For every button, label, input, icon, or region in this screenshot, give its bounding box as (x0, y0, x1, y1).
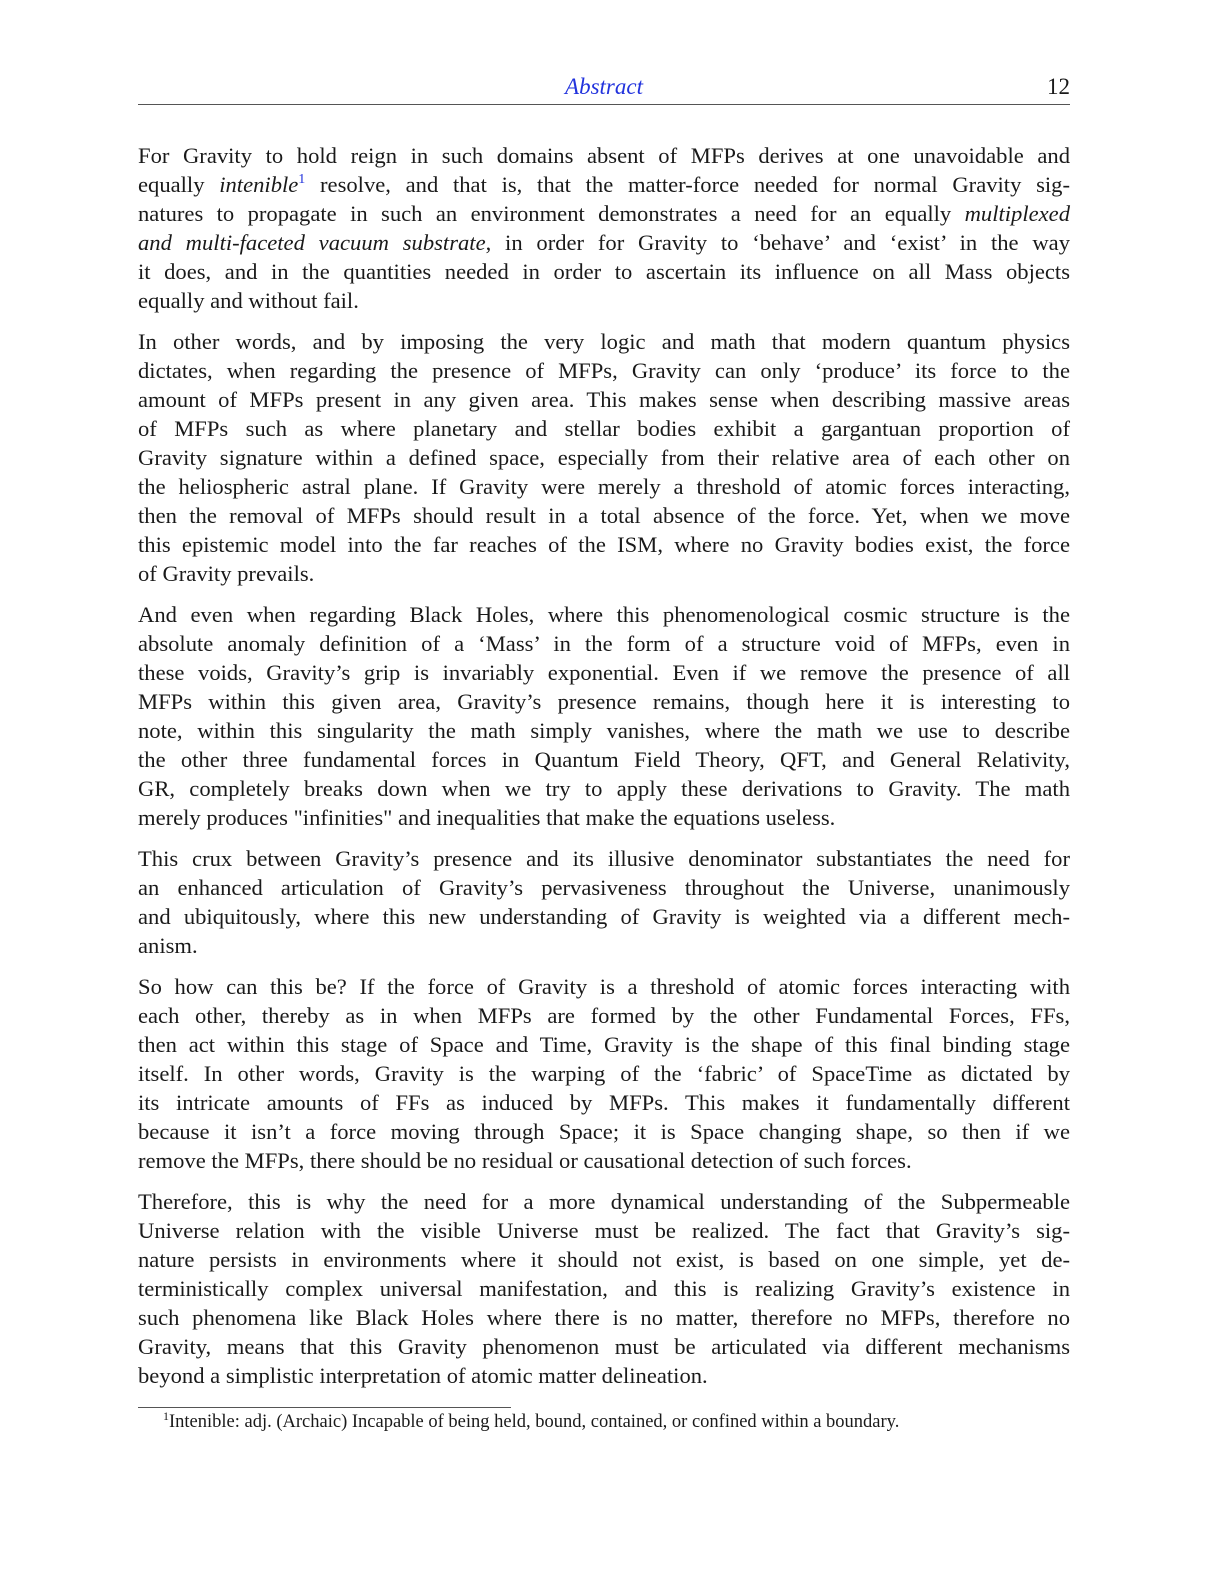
paragraph (138, 327, 1070, 588)
paragraph (138, 141, 1070, 315)
text-line: such phenomena like Black Holes where there is no matter, therefore no MFPs, therefore no (138, 1305, 1070, 1330)
text-line: In other words, and by imposing the very logic and math that modern quantum physics (138, 329, 1070, 354)
text-line: Gravity signature within a defined space, especially from their relative area of each other on (138, 445, 1070, 470)
text-line: of Gravity prevails. (138, 561, 315, 586)
text-line: terministically complex universal manifestation, and this is realizing Gravity’s existence in (138, 1276, 1070, 1301)
text-line: amount of MFPs present in any given area. This makes sense when describing massive areas (138, 387, 1070, 412)
text-line: merely produces "infinities" and inequalities that make the equations useless. (138, 805, 836, 830)
emphasis-text: multiplexed (964, 201, 1070, 226)
text-line: beyond a simplistic interpretation of atomic matter delineation. (138, 1363, 708, 1388)
running-title-link[interactable]: Abstract (565, 74, 643, 99)
footnote-marker: 1 (163, 1409, 169, 1423)
text-line: note, within this singularity the math simply vanishes, where the math we use to describe (138, 718, 1070, 743)
page-header (138, 70, 1070, 105)
text-line: MFPs within this given area, Gravity’s presence remains, though here it is interesting to (138, 689, 1070, 714)
footnote-divider (138, 1407, 511, 1408)
text-line: This crux between Gravity’s presence and its illusive denominator substantiates the need for (138, 846, 1070, 871)
text-line: nature persists in environments where it should not exist, is based on one simple, yet de- (138, 1247, 1070, 1272)
text-line: For Gravity to hold reign in such domains absent of MFPs derives at one unavoidable and (138, 143, 1070, 168)
text-line: then act within this stage of Space and Time, Gravity is the shape of this final binding stage (138, 1032, 1070, 1057)
text-line: natures to propagate in such an environment demonstrates a need for an equally multiplexed (138, 201, 1070, 226)
text-line: itself. In other words, Gravity is the warping of the ‘fabric’ of SpaceTime as dictated by (138, 1061, 1070, 1086)
text-line: GR, completely breaks down when we try to apply these derivations to Gravity. The math (138, 776, 1070, 801)
text-line: and ubiquitously, where this new understanding of Gravity is weighted via a different mech- (138, 904, 1070, 929)
text-line: Universe relation with the visible Universe must be realized. The fact that Gravity’s sig- (138, 1218, 1070, 1243)
text-line: anism. (138, 933, 198, 958)
paragraph (138, 600, 1070, 832)
text-line: it does, and in the quantities needed in order to ascertain its influence on all Mass objects (138, 259, 1070, 284)
text-line: dictates, when regarding the presence of MFPs, Gravity can only ‘produce’ its force to the (138, 358, 1070, 383)
footnote-text: Intenible: adj. (Archaic) Incapable of being held, bound, contained, or confined within a boundary. (169, 1412, 900, 1432)
text-line: each other, thereby as in when MFPs are formed by the other Fundamental Forces, FFs, (138, 1003, 1070, 1028)
text-line: this epistemic model into the far reaches of the ISM, where no Gravity bodies exist, the force (138, 532, 1070, 557)
text-line: equally and without fail. (138, 288, 359, 313)
text-line: then the removal of MFPs should result in a total absence of the force. Yet, when we move (138, 503, 1070, 528)
text-line: remove the MFPs, there should be no residual or causational detection of such forces. (138, 1148, 912, 1173)
text-line: Gravity, means that this Gravity phenomenon must be articulated via different mechanisms (138, 1334, 1070, 1359)
page-number: 12 (1047, 74, 1070, 99)
text-line: an enhanced articulation of Gravity’s pervasiveness throughout the Universe, unanimously (138, 875, 1070, 900)
footnote-reference-link[interactable]: 1 (298, 172, 306, 187)
body-text (138, 141, 1070, 1402)
text-line: because it isn’t a force moving through Space; it is Space changing shape, so then if we (138, 1119, 1070, 1144)
text-line: the other three fundamental forces in Quantum Field Theory, QFT, and General Relativity, (138, 747, 1070, 772)
emphasis-text: intenible (219, 172, 299, 197)
text-line: Therefore, this is why the need for a more dynamical understanding of the Subpermeable (138, 1189, 1070, 1214)
text-line: its intricate amounts of FFs as induced by MFPs. This makes it fundamentally different (138, 1090, 1070, 1115)
text-line: And even when regarding Black Holes, where this phenomenological cosmic structure is the (138, 602, 1070, 627)
text-line: these voids, Gravity’s grip is invariably exponential. Even if we remove the presence of all (138, 660, 1070, 685)
text-line: and multi-faceted vacuum substrate, in order for Gravity to ‘behave’ and ‘exist’ in the way (138, 230, 1070, 255)
paragraph (138, 972, 1070, 1175)
text-line: equally intenible$^1$ resolve, and that is, that the matter-force needed for normal Gravity sig- (138, 172, 1071, 197)
footnote (163, 1410, 899, 1434)
emphasis-text: and multi-faceted vacuum substrate (138, 230, 486, 255)
text-line: the heliospheric astral plane. If Gravity were merely a threshold of atomic forces interacting, (138, 474, 1070, 499)
paragraph (138, 1187, 1070, 1390)
paragraph (138, 844, 1070, 960)
text-line: absolute anomaly definition of a ‘Mass’ in the form of a structure void of MFPs, even in (138, 631, 1070, 656)
text-line: of MFPs such as where planetary and stellar bodies exhibit a gargantuan proportion of (138, 416, 1070, 441)
text-line: So how can this be? If the force of Gravity is a threshold of atomic forces interacting with (138, 974, 1070, 999)
